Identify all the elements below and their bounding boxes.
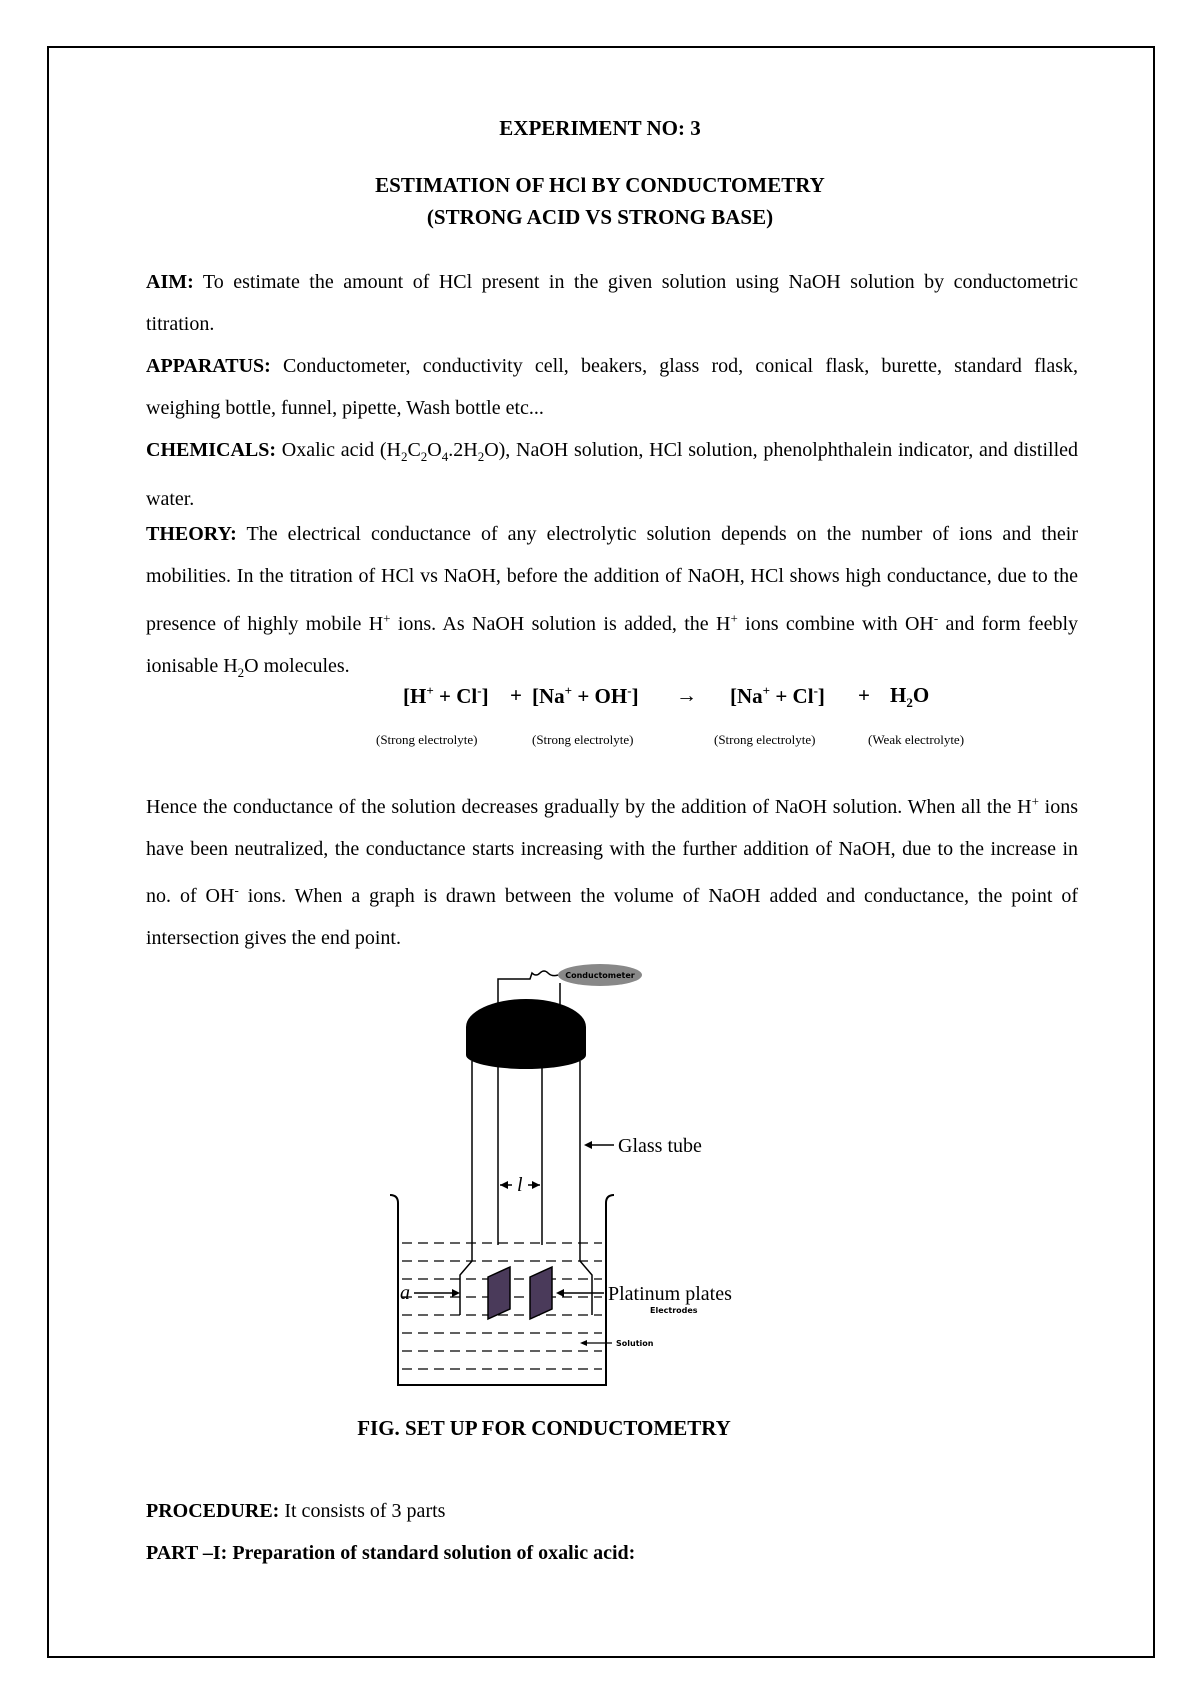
- eq-label-1: (Strong electrolyte): [376, 732, 478, 747]
- electrodes-label: Electrodes: [650, 1306, 698, 1315]
- eq-reactant-1: [H+ + Cl-]: [403, 683, 489, 708]
- solution-label: Solution: [616, 1339, 654, 1348]
- apparatus-text: Conductometer, conductivity cell, beakers, glass rod, conical flask, burette, standard flask, weighing bottle, funnel, pipette, Wash bottle etc...: [146, 355, 1078, 419]
- eq-label-4: (Weak electrolyte): [868, 732, 965, 747]
- title-line-2: (STRONG ACID VS STRONG BASE): [426, 205, 774, 229]
- figure-caption: FIG. SET UP FOR CONDUCTOMETRY: [357, 1416, 731, 1440]
- theory-label: THEORY:: [146, 523, 237, 545]
- conductometry-setup-figure: [380, 955, 820, 1395]
- theory-continued: [146, 780, 1078, 959]
- chemicals-text-after: ), NaOH solution, HCl solution, phenolphthalein indicator, and distilled water.: [146, 439, 1079, 510]
- platinum-plate-right: [530, 1267, 552, 1319]
- part-1-text: Preparation of standard solution of oxalic acid:: [232, 1542, 636, 1564]
- aim-section: [146, 261, 1078, 345]
- eq-plus-1: +: [510, 683, 522, 707]
- conductometer-label: Conductometer: [565, 971, 635, 980]
- chemicals-section: [146, 429, 1078, 520]
- chemicals-text-before: Oxalic acid (: [281, 439, 387, 461]
- aim-label: AIM:: [146, 271, 194, 293]
- eq-plus-2: +: [858, 683, 870, 707]
- l-label: l: [517, 1174, 523, 1196]
- aim-text: To estimate the amount of HCl present in the given solution using NaOH solution by conductometric titration.: [146, 271, 1078, 335]
- chemicals-label: CHEMICALS:: [146, 439, 277, 461]
- procedure-label: PROCEDURE:: [146, 1500, 280, 1522]
- eq-reactant-2: [Na+ + OH-]: [532, 683, 639, 708]
- title-line-1: ESTIMATION OF HCl BY CONDUCTOMETRY: [375, 173, 825, 197]
- theory-section: [146, 513, 1078, 694]
- eq-arrow: →: [676, 683, 697, 707]
- apparatus-section: [146, 345, 1078, 429]
- platinum-plate-left: [488, 1267, 510, 1319]
- procedure-text: It consists of 3 parts: [284, 1500, 446, 1522]
- procedure-section: [146, 1500, 1078, 1523]
- eq-label-3: (Strong electrolyte): [714, 732, 816, 747]
- part-1-label: PART –I:: [146, 1542, 228, 1564]
- a-label: a: [400, 1282, 410, 1304]
- part-1-heading: [146, 1542, 1078, 1565]
- apparatus-label: APPARATUS:: [146, 355, 271, 377]
- glass-tube-label: Glass tube: [618, 1135, 702, 1157]
- platinum-plates-label: Platinum plates: [608, 1283, 732, 1305]
- eq-product-2: $H_2O$: [890, 683, 930, 711]
- eq-label-2: (Strong electrolyte): [532, 732, 634, 747]
- oxalic-acid-formula: $H_2C_2O_4.2H_2O$: [386, 439, 499, 464]
- theory-continued-text: Hence the conductance of the solution decreases gradually by the addition of NaOH solution. When all the H+ ions have been neutralized, the conductance starts increasing with the further addition of NaOH, due to the increase in no. of OH- ions. When a graph is drawn between the volume of NaOH added and conductance, the point of intersection gives the end point.: [146, 793, 1079, 950]
- experiment-number: EXPERIMENT NO: 3: [499, 116, 701, 140]
- eq-product-1: [Na+ + Cl-]: [730, 683, 825, 708]
- theory-text: The electrical conductance of any electrolytic solution depends on the number of ions and their mobilities. In the titration of HCl vs NaOH, before the addition of NaOH, HCl shows high conductance, due to the presence of highly mobile H+ ions. As NaOH solution is added, the H+ ions combine with OH- and form feebly ionisable $H_2O$ molecules.: [146, 523, 1078, 680]
